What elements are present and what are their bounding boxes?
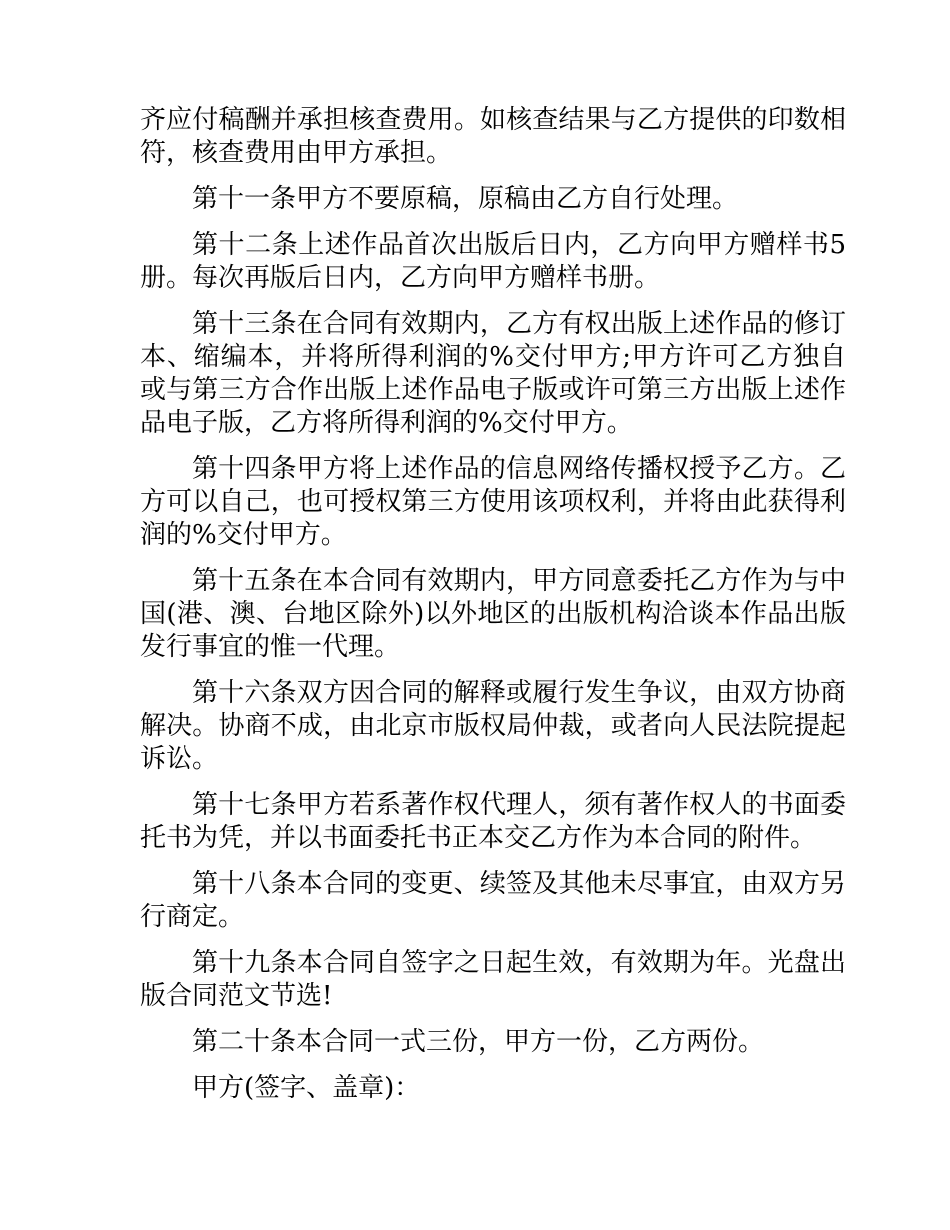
party-a-signature-line: 甲方(签字、盖章)： (192, 1073, 421, 1103)
paragraph-clause-19: 第十九条本合同自签字之日起生效，有效期为年。光盘出版合同范文节选! (140, 948, 846, 1011)
paragraph-clause-11: 第十一条甲方不要原稿，原稿由乙方自行处理。 (192, 184, 739, 214)
paragraph-clause-16: 第十六条双方因合同的解释或履行发生争议，由双方协商解决。协商不成，由北京市版权局仲裁，或者向人民法院提起诉讼。 (140, 678, 846, 774)
paragraph-continuation: 齐应付稿酬并承担核查费用。如核查结果与乙方提供的印数相符，核查费用由甲方承担。 (140, 105, 846, 168)
paragraph-clause-18: 第十八条本合同的变更、续签及其他未尽事宜，由双方另行商定。 (140, 869, 846, 932)
paragraph-clause-20: 第二十条本合同一式三份，甲方一份，乙方两份。 (192, 1027, 765, 1057)
paragraph-clause-14: 第十四条甲方将上述作品的信息网络传播权授予乙方。乙方可以自己，也可授权第三方使用该项权利，并将由此获得利润的%交付甲方。 (140, 454, 846, 550)
paragraph-clause-12: 第十二条上述作品首次出版后日内，乙方向甲方赠样书5册。每次再版后日内，乙方向甲方赠样书册。 (140, 230, 846, 293)
paragraph-clause-17: 第十七条甲方若系著作权代理人，须有著作权人的书面委托书为凭，并以书面委托书正本交乙方作为本合同的附件。 (140, 790, 846, 853)
paragraph-clause-13: 第十三条在合同有效期内，乙方有权出版上述作品的修订本、缩编本，并将所得利润的%交付甲方;甲方许可乙方独自或与第三方合作出版上述作品电子版或许可第三方出版上述作品电子版，乙方将所得利润的%交付甲方。 (140, 309, 846, 438)
paragraph-clause-15: 第十五条在本合同有效期内，甲方同意委托乙方作为与中国(港、澳、台地区除外)以外地区的出版机构洽谈本作品出版发行事宜的惟一代理。 (140, 566, 846, 662)
